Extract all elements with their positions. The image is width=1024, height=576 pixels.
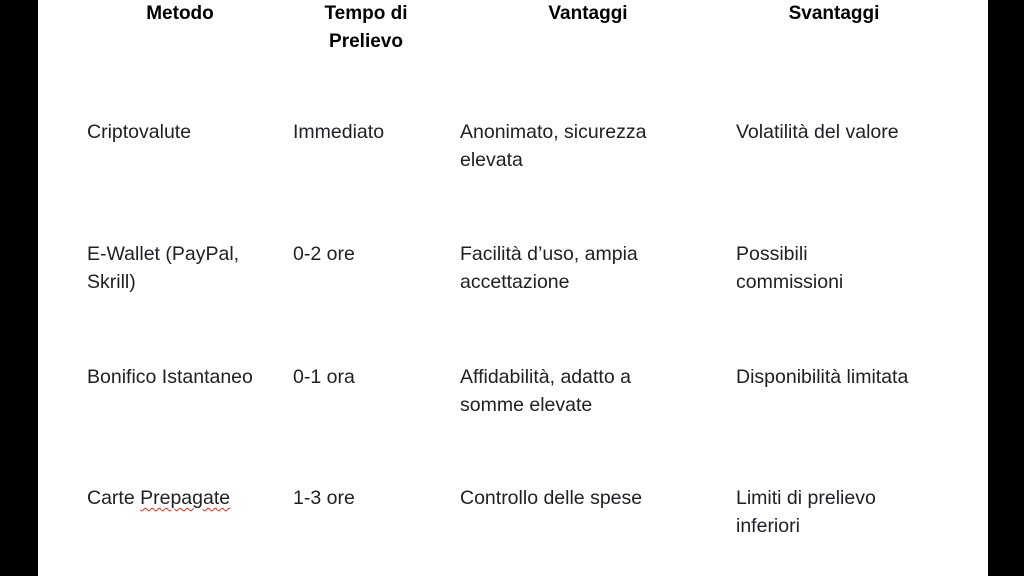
row1-vantaggi-line2: elevata	[460, 149, 523, 171]
row3-metodo-line1: Bonifico Istantaneo	[87, 366, 253, 388]
row4-vantaggi-line1: Controllo delle spese	[460, 487, 643, 509]
header-tempo-line1: Tempo di	[324, 3, 408, 24]
row1-svantaggi-line1: Volatilità del valore	[736, 121, 899, 143]
row2-svantaggi-line1: Possibili	[736, 243, 808, 265]
row4-metodo	[87, 484, 230, 512]
row1-vantaggi	[460, 118, 646, 174]
row4-svantaggi-line2: inferiori	[736, 515, 800, 537]
row4-metodo-line1	[87, 484, 230, 512]
row3-tempo-line1: 0-1 ora	[293, 366, 355, 388]
row2-vantaggi	[460, 240, 638, 296]
row4-metodo-prefix: Carte	[87, 487, 141, 509]
row2-tempo-line1: 0-2 ore	[293, 243, 355, 265]
header-metodo: Metodo	[146, 3, 214, 24]
row2-metodo-line1: E-Wallet (PayPal,	[87, 243, 240, 265]
row2-metodo-line2: Skrill)	[87, 271, 136, 293]
row1-metodo	[87, 118, 191, 146]
header-tempo-di-prelievo	[296, 0, 436, 56]
row2-vantaggi-line1: Facilità d’uso, ampia	[460, 243, 638, 265]
row2-metodo	[87, 240, 239, 296]
row4-vantaggi	[460, 484, 642, 512]
row4-tempo	[293, 484, 355, 512]
row1-metodo-line1: Criptovalute	[87, 121, 192, 143]
row4-svantaggi-line1: Limiti di prelievo	[736, 487, 876, 509]
row2-tempo	[293, 240, 355, 268]
row3-svantaggi-line1: Disponibilità limitata	[736, 366, 909, 388]
row3-vantaggi	[460, 363, 631, 419]
row1-tempo	[293, 118, 384, 146]
header-tempo-line2: Prelievo	[329, 31, 403, 52]
row3-svantaggi	[736, 363, 908, 391]
document-page	[38, 0, 988, 576]
row3-tempo	[293, 363, 355, 391]
row2-vantaggi-line2: accettazione	[460, 271, 570, 293]
row4-svantaggi	[736, 484, 876, 540]
row3-vantaggi-line1: Affidabilità, adatto a	[460, 366, 631, 388]
header-vantaggi: Vantaggi	[548, 3, 628, 24]
header-svantaggi: Svantaggi	[788, 3, 880, 24]
row4-tempo-line1: 1-3 ore	[293, 487, 355, 509]
row3-metodo	[87, 363, 253, 391]
row1-svantaggi	[736, 118, 899, 146]
spellcheck-flagged-word[interactable]: Prepagate	[140, 487, 231, 509]
row3-vantaggi-line2: somme elevate	[460, 394, 593, 416]
row2-svantaggi	[736, 240, 843, 296]
row1-vantaggi-line1: Anonimato, sicurezza	[460, 121, 647, 143]
row2-svantaggi-line2: commissioni	[736, 271, 844, 293]
row1-tempo-line1: Immediato	[293, 121, 385, 143]
